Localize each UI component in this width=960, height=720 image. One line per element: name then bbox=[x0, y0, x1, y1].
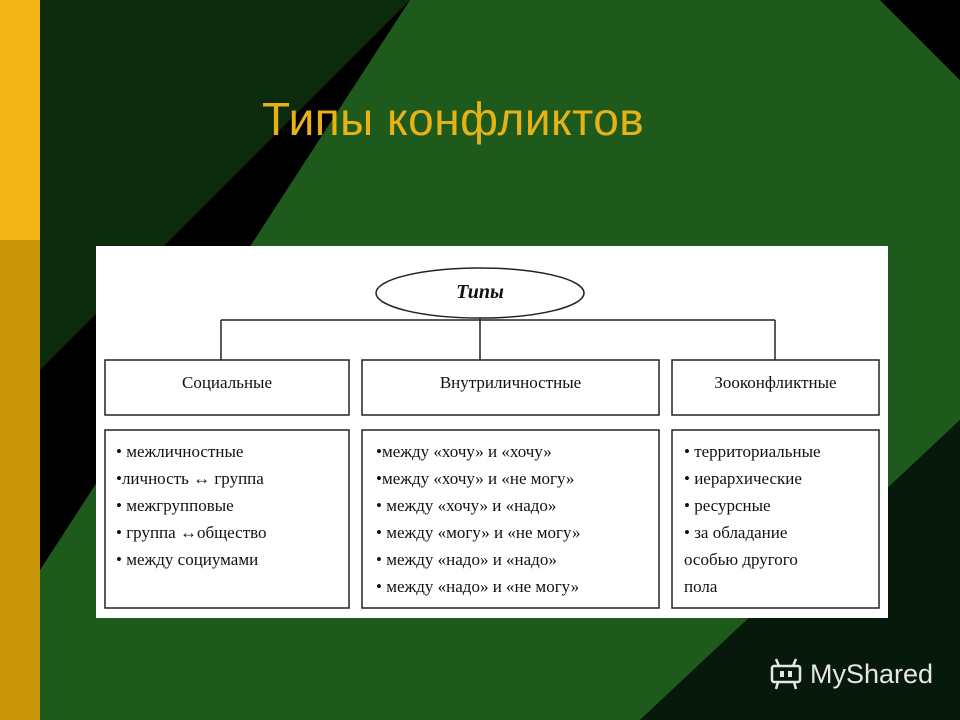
list-item: • ресурсные bbox=[684, 496, 771, 515]
items-list-social bbox=[116, 438, 267, 573]
conflict-types-diagram bbox=[96, 246, 888, 618]
list-item: • межличностные bbox=[116, 442, 244, 461]
side-accent-top bbox=[0, 0, 40, 240]
list-item: • между «надо» и «не могу» bbox=[376, 577, 580, 596]
list-item: особью другого bbox=[684, 550, 798, 569]
list-item: • территориальные bbox=[684, 442, 821, 461]
category-label-intrapersonal: Внутриличностные bbox=[439, 373, 582, 392]
myshared-watermark[interactable] bbox=[768, 656, 933, 692]
list-item: • группа ↔общество bbox=[116, 523, 267, 542]
list-item: • между «хочу» и «надо» bbox=[376, 496, 557, 515]
slide-title: Типы конфликтов bbox=[262, 93, 645, 145]
list-item: • межгрупповые bbox=[116, 496, 234, 515]
list-item: • между «надо» и «надо» bbox=[376, 550, 557, 569]
list-item: пола bbox=[684, 577, 718, 596]
list-item: • за обладание bbox=[684, 523, 788, 542]
root-label: Типы bbox=[456, 281, 504, 303]
list-item: •между «хочу» и «не могу» bbox=[376, 469, 575, 488]
list-item: • иерархические bbox=[684, 469, 802, 488]
myshared-logo-icon bbox=[768, 657, 804, 691]
items-list-intrapersonal bbox=[376, 438, 580, 600]
list-item: •между «хочу» и «хочу» bbox=[376, 442, 552, 461]
category-label-social: Социальные bbox=[181, 373, 273, 392]
list-item: • между «могу» и «не могу» bbox=[376, 523, 581, 542]
side-accent-bottom bbox=[0, 240, 40, 720]
category-label-zoo: Зооконфликтные bbox=[714, 373, 837, 392]
list-item: •личность ↔ группа bbox=[116, 469, 264, 488]
list-item: • между социумами bbox=[116, 550, 259, 569]
items-list-zoo bbox=[684, 438, 821, 600]
watermark-text: MyShared bbox=[810, 658, 934, 689]
